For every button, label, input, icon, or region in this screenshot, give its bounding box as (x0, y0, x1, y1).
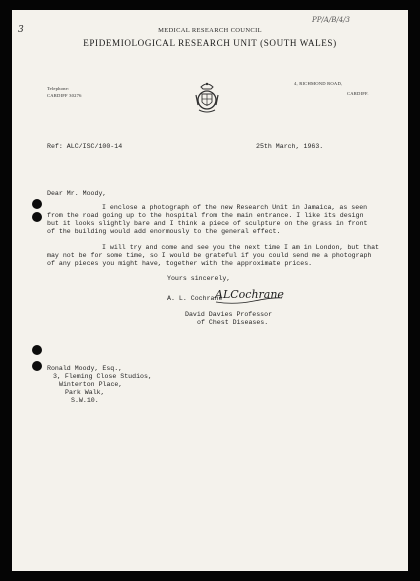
body-line: may not be for some time, so I would be grateful if you could send me a photograph (47, 252, 372, 259)
punch-hole (32, 199, 42, 209)
letter-page (12, 10, 408, 571)
closing: Yours sincerely, (167, 275, 231, 282)
recipient-line: S.W.10. (71, 397, 99, 404)
address-city: CARDIFF. (347, 91, 369, 96)
body-line: from the road going up to the hospital from the main entrance. I like its design (47, 212, 364, 219)
punch-hole (32, 212, 42, 222)
recipient-line: Winterton Place, (59, 381, 123, 388)
letter-date: 25th March, 1963. (256, 143, 324, 150)
recipient-line: Ronald Moody, Esq., (47, 365, 123, 372)
recipient-line: 3, Fleming Close Studios, (53, 373, 152, 380)
telephone-number: CARDIFF 30276 (47, 93, 82, 98)
council-name: MEDICAL RESEARCH COUNCIL (158, 27, 262, 34)
recipient-line: Park Walk, (65, 389, 105, 396)
punch-hole (32, 361, 42, 371)
body-line: of any pieces you might have, together with the approximate prices. (47, 260, 313, 267)
royal-crest-icon (193, 81, 221, 115)
address-street: 4, RICHMOND ROAD, (294, 81, 343, 86)
signatory-title-line1: David Davies Professor (185, 311, 273, 318)
signatory-name: A. L. Cochrane (167, 295, 223, 302)
signatory-title-line2: of Chest Diseases. (197, 319, 269, 326)
archive-reference-annotation: PP/A/B/4/3 (312, 16, 350, 24)
signature-flourish (214, 296, 284, 306)
telephone-label: Telephone: (47, 86, 70, 91)
unit-name: EPIDEMIOLOGICAL RESEARCH UNIT (SOUTH WALES) (83, 38, 337, 48)
handwritten-signature: ALCochrane (215, 288, 284, 301)
body-line: I will try and come and see you the next time I am in London, but that (102, 244, 379, 251)
body-line: of the building would add enormously to the general effect. (47, 228, 281, 235)
reference: Ref: ALC/ISC/100-14 (47, 143, 123, 150)
body-line: but it looks slightly bare and I think a piece of sculpture on the grass in front (47, 220, 368, 227)
archive-number-annotation: 3 (18, 25, 24, 35)
punch-hole (32, 345, 42, 355)
body-line: I enclose a photograph of the new Research Unit in Jamaica, as seen (102, 204, 368, 211)
salutation: Dear Mr. Moody, (47, 190, 107, 197)
